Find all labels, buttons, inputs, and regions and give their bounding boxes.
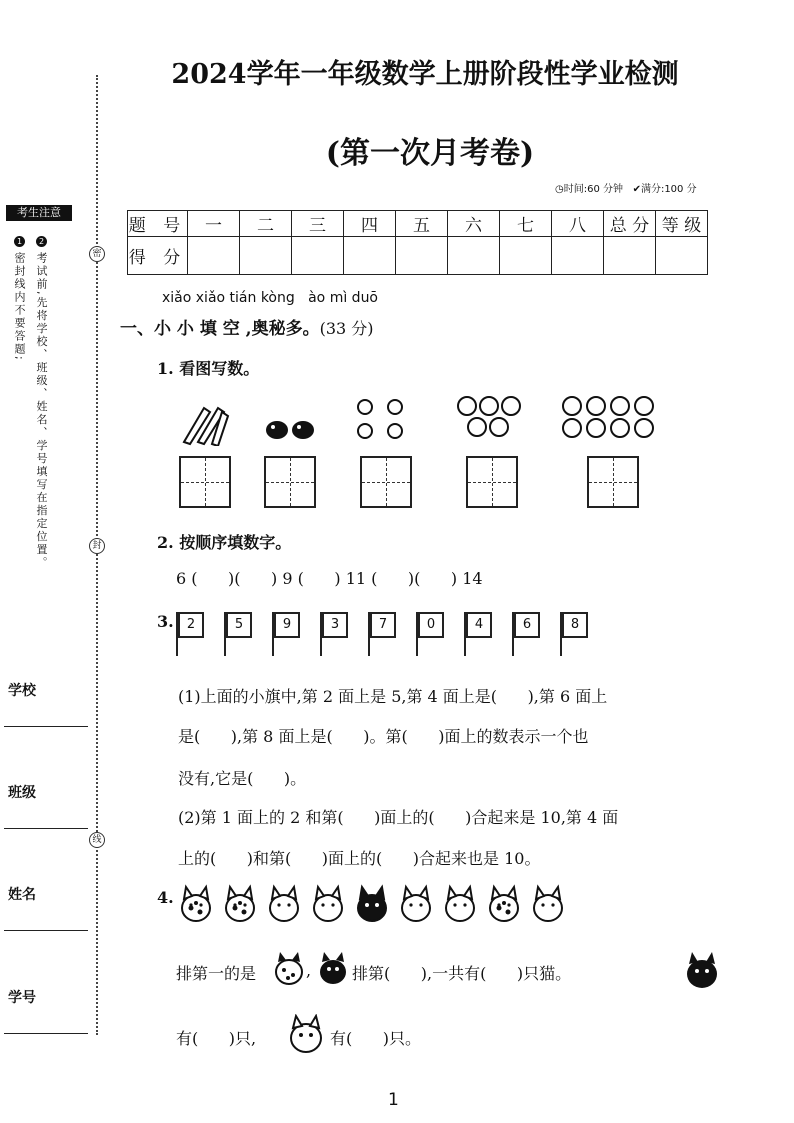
clock-icon: ◷ bbox=[555, 184, 564, 195]
chicks-picture bbox=[263, 414, 319, 444]
score-table bbox=[127, 210, 708, 275]
q1-answer-box-1[interactable] bbox=[179, 456, 231, 508]
q4-line1-a: 排第一的是 bbox=[176, 964, 257, 983]
flag-item bbox=[416, 612, 446, 662]
q4-line1-b: 排第( ),一共有( )只猫。 bbox=[352, 964, 572, 983]
flag-number: 4 bbox=[466, 612, 492, 638]
black-cat-icon-2 bbox=[680, 950, 724, 990]
peach-icon bbox=[563, 397, 653, 437]
box-guide-horizontal bbox=[181, 482, 229, 483]
flag-item bbox=[512, 612, 542, 662]
score-header-cell: 一 bbox=[188, 211, 240, 237]
q2-sequence: 6 ( )( ) 9 ( ) 11 ( )( ) 14 bbox=[176, 569, 483, 588]
box-guide-horizontal bbox=[362, 482, 410, 483]
flag-item bbox=[560, 612, 590, 662]
page-number: 1 bbox=[388, 1090, 399, 1110]
q1-answer-box-3[interactable] bbox=[360, 456, 412, 508]
q3-label: 3. bbox=[157, 612, 174, 631]
score-row-label: 得 分 bbox=[128, 237, 188, 275]
section1-pinyin: xiǎo xiǎo tián kòng ào mì duō bbox=[162, 290, 379, 306]
white-cat-icon bbox=[284, 1014, 328, 1054]
box-guide-horizontal bbox=[468, 482, 516, 483]
white-cat-icon bbox=[264, 884, 304, 924]
score-header-cell: 二 bbox=[240, 211, 292, 237]
exam-subtitle: (第一次月考卷) bbox=[325, 136, 535, 171]
flag-number: 3 bbox=[322, 612, 348, 638]
check-icon: ✔ bbox=[632, 184, 641, 195]
rabbits-picture bbox=[353, 395, 411, 443]
flag-number: 6 bbox=[514, 612, 540, 638]
flag-number: 7 bbox=[370, 612, 396, 638]
score-cell[interactable] bbox=[240, 237, 292, 275]
section1-points: (33 分) bbox=[319, 319, 374, 338]
notice-text-1: 密封线内不要答题; bbox=[13, 252, 26, 362]
black-cat-icon bbox=[352, 884, 392, 924]
flag-number: 0 bbox=[418, 612, 444, 638]
q3-line-3: 没有,它是( )。 bbox=[178, 769, 307, 788]
peaches-picture bbox=[560, 394, 662, 442]
q1-label: 1. 看图写数。 bbox=[157, 359, 260, 378]
flag-number: 2 bbox=[178, 612, 204, 638]
spotted-cat-icon bbox=[484, 884, 524, 924]
score-cell[interactable] bbox=[500, 237, 552, 275]
score-header-cell: 七 bbox=[500, 211, 552, 237]
seal-dotted-line bbox=[96, 75, 98, 1035]
chick-icon bbox=[266, 421, 314, 439]
flag-item bbox=[320, 612, 350, 662]
flag-item bbox=[224, 612, 254, 662]
flag-item bbox=[176, 612, 206, 662]
section1-title: 一、小 小 填 空 ,奥秘多。 bbox=[120, 319, 320, 339]
apples-picture bbox=[455, 394, 527, 440]
flag-number: 5 bbox=[226, 612, 252, 638]
full-marks-text: 满分:100 分 bbox=[640, 184, 697, 195]
score-cell[interactable] bbox=[448, 237, 500, 275]
q4-label: 4. bbox=[157, 888, 174, 907]
score-cell[interactable] bbox=[604, 237, 656, 275]
pencils-picture bbox=[180, 404, 230, 446]
spotted-cat-icon bbox=[176, 884, 216, 924]
q3-line-2: 是( ),第 8 面上是( )。第( )面上的数表示一个也 bbox=[178, 727, 589, 746]
section1-heading bbox=[120, 314, 374, 339]
q3-line-5: 上的( )和第( )面上的( )合起来也是 10。 bbox=[178, 849, 541, 868]
exam-title: 2024学年一年级数学上册阶段性学业检测 bbox=[171, 59, 679, 90]
flag-item bbox=[464, 612, 494, 662]
score-header-cell: 四 bbox=[344, 211, 396, 237]
spotted-cat-icon bbox=[270, 950, 308, 986]
white-cat-icon bbox=[528, 884, 568, 924]
flag-number: 9 bbox=[274, 612, 300, 638]
name-field[interactable] bbox=[4, 930, 88, 931]
student-id-label: 学号 bbox=[8, 990, 36, 1006]
flag-item bbox=[272, 612, 302, 662]
q3-line-1: (1)上面的小旗中,第 2 面上是 5,第 4 面上是( ),第 6 面上 bbox=[178, 687, 608, 706]
q1-answer-box-2[interactable] bbox=[264, 456, 316, 508]
score-header-cell: 总 分 bbox=[604, 211, 656, 237]
white-cat-icon bbox=[440, 884, 480, 924]
q2-label: 2. 按顺序填数字。 bbox=[157, 533, 292, 552]
notice-label: 考生注意 bbox=[6, 205, 72, 221]
box-guide-horizontal bbox=[266, 482, 314, 483]
score-cell[interactable] bbox=[656, 237, 708, 275]
q3-flag-row bbox=[176, 612, 596, 662]
spotted-cat-icon bbox=[220, 884, 260, 924]
score-header-cell: 三 bbox=[292, 211, 344, 237]
seal-char-xian: 线 bbox=[89, 832, 105, 848]
seal-char-mi: 密 bbox=[89, 246, 105, 262]
notice-text-2: 考试前,先将学校、班级、姓名、学号填写在指定位置。 bbox=[35, 252, 48, 570]
student-id-field[interactable] bbox=[4, 1033, 88, 1034]
white-cat-icon bbox=[308, 884, 348, 924]
exam-meta bbox=[555, 180, 697, 195]
seal-char-feng: 封 bbox=[89, 538, 105, 554]
notice-number-2: 2 bbox=[36, 236, 47, 247]
name-label: 姓名 bbox=[8, 887, 36, 903]
notice-number-1: 1 bbox=[14, 236, 25, 247]
flag-item bbox=[368, 612, 398, 662]
school-field[interactable] bbox=[4, 726, 88, 727]
score-cell[interactable] bbox=[344, 237, 396, 275]
score-cell[interactable] bbox=[552, 237, 604, 275]
score-cell[interactable] bbox=[188, 237, 240, 275]
class-label: 班级 bbox=[8, 785, 36, 801]
score-cell[interactable] bbox=[396, 237, 448, 275]
pencil-icon bbox=[184, 408, 228, 446]
score-header-cell: 题 号 bbox=[128, 211, 188, 237]
flag-number: 8 bbox=[562, 612, 588, 638]
q4-line2-a: 有( )只, bbox=[176, 1029, 257, 1048]
apple-icon bbox=[458, 397, 520, 436]
time-text: 时间:60 分钟 bbox=[563, 184, 624, 195]
black-cat-icon bbox=[314, 950, 352, 986]
q3-line-4: (2)第 1 面上的 2 和第( )面上的( )合起来是 10,第 4 面 bbox=[178, 808, 619, 827]
white-cat-icon bbox=[396, 884, 436, 924]
score-table-score-row bbox=[128, 237, 708, 275]
q4-line2-b: 有( )只。 bbox=[330, 1029, 422, 1048]
box-guide-horizontal bbox=[589, 482, 637, 483]
q4-cat-row bbox=[176, 884, 586, 926]
score-table-header-row bbox=[128, 211, 708, 237]
school-label: 学校 bbox=[8, 683, 36, 699]
score-header-cell: 等 级 bbox=[656, 211, 708, 237]
q1-answer-box-4[interactable] bbox=[466, 456, 518, 508]
class-field[interactable] bbox=[4, 828, 88, 829]
score-header-cell: 八 bbox=[552, 211, 604, 237]
score-cell[interactable] bbox=[292, 237, 344, 275]
q1-answer-box-5[interactable] bbox=[587, 456, 639, 508]
score-header-cell: 五 bbox=[396, 211, 448, 237]
q4-comma: , bbox=[306, 961, 312, 980]
rabbit-icon bbox=[358, 400, 402, 438]
score-header-cell: 六 bbox=[448, 211, 500, 237]
